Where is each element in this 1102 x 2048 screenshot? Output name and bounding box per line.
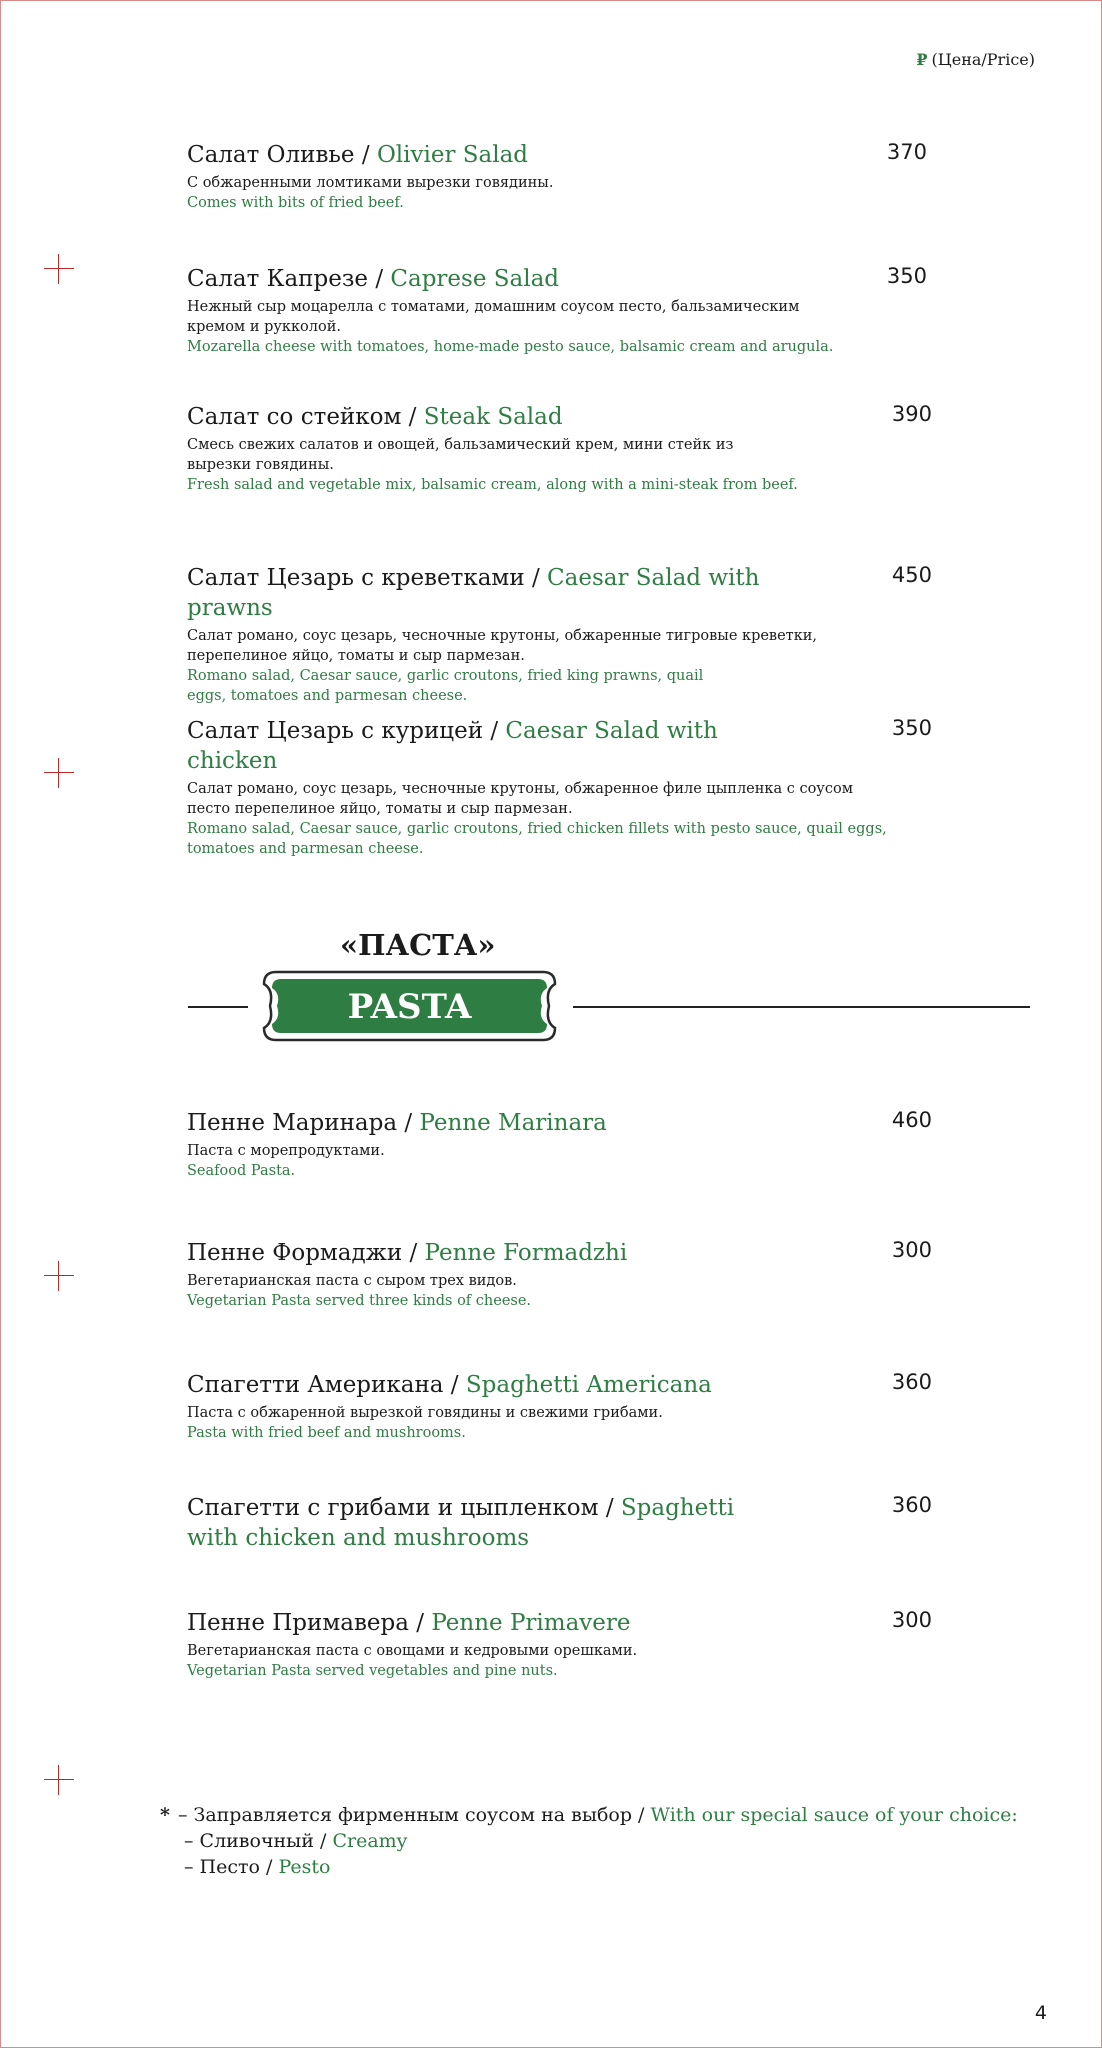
item-price: 300 <box>891 1238 932 1262</box>
footnote-line <box>160 1802 1018 1828</box>
menu-item-caesar-prawns <box>187 563 977 706</box>
item-name-en: Caprese Salad <box>390 266 560 292</box>
option-ru: – Сливочный / <box>184 1830 327 1852</box>
item-title: Салат Оливье / Olivier Salad <box>187 142 529 168</box>
item-title: Спагетти с грибами и цыпленком / Spaghetti with chicken and mushrooms <box>187 1495 735 1551</box>
menu-item-penne-marinara <box>187 1108 977 1181</box>
ruble-sign: ₽ <box>916 50 928 69</box>
item-name-ru: Спагетти с грибами и цыпленком <box>187 1495 599 1521</box>
item-name-ru: Салат Цезарь с курицей <box>187 718 484 744</box>
item-name-ru: Пенне Маринара <box>187 1110 398 1136</box>
item-desc-ru: Вегетарианская паста с овощами и кедровыми орешками. <box>187 1643 638 1659</box>
item-desc-ru: Нежный сыр моцарелла с томатами, домашним соусом песто, бальзамическим кремом и рукколой. <box>187 299 800 335</box>
menu-item-spaghetti-chicken-mushrooms <box>187 1493 977 1553</box>
item-price: 350 <box>891 716 932 740</box>
item-name-en: Steak Salad <box>423 404 563 430</box>
divider-right <box>573 1006 1030 1008</box>
item-desc-en: Vegetarian Pasta served vegetables and pine nuts. <box>187 1663 558 1679</box>
price-header <box>916 50 1035 69</box>
option-en: Creamy <box>332 1830 408 1852</box>
item-price: 390 <box>891 402 932 426</box>
item-name-ru: Салат Оливье <box>187 142 355 168</box>
sauce-footnote <box>160 1802 1018 1880</box>
menu-item-steak-salad <box>187 402 977 495</box>
option-en: Pesto <box>278 1856 331 1878</box>
crop-mark <box>44 1765 74 1795</box>
item-title: Пенне Примавера / Penne Primavere <box>187 1610 631 1636</box>
item-name-en: Caesar Salad with chicken <box>187 718 718 774</box>
item-desc-en: Fresh salad and vegetable mix, balsamic cream, along with a mini-steak from beef. <box>187 477 798 493</box>
menu-item-caprese <box>187 264 977 357</box>
item-title: Салат Капрезе / Caprese Salad <box>187 266 560 292</box>
page-number: 4 <box>1034 2002 1047 2024</box>
item-desc-en: Pasta with fried beef and mushrooms. <box>187 1425 466 1441</box>
item-price: 360 <box>891 1493 932 1517</box>
item-title: Салат Цезарь с креветками / Caesar Salad with prawns <box>187 565 760 621</box>
option-ru: – Песто / <box>184 1856 273 1878</box>
item-name-ru: Салат Капрезе <box>187 266 369 292</box>
item-desc-en: Romano salad, Caesar sauce, garlic croutons, fried king prawns, quail eggs, tomatoes and parmesan cheese. <box>187 668 704 704</box>
footnote-ru: – Заправляется фирменным соусом на выбор / <box>177 1804 645 1826</box>
item-price: 370 <box>886 140 927 164</box>
item-price: 360 <box>891 1370 932 1394</box>
item-title: Спагетти Американа / Spaghetti Americana <box>187 1372 712 1398</box>
item-name-en: Olivier Salad <box>376 142 529 168</box>
item-title: Пенне Формаджи / Penne Formadzhi <box>187 1240 628 1266</box>
divider-left <box>188 1006 248 1008</box>
item-title: Пенне Маринара / Penne Marinara <box>187 1110 607 1136</box>
sauce-option-creamy <box>160 1828 1018 1854</box>
menu-item-caesar-chicken <box>187 716 977 859</box>
item-name-ru: Пенне Формаджи <box>187 1240 403 1266</box>
menu-item-olivier <box>187 140 977 213</box>
item-desc-en: Seafood Pasta. <box>187 1163 296 1179</box>
pasta-badge <box>262 970 557 1042</box>
item-desc-ru: Салат романо, соус цезарь, чесночные крутоны, обжаренное филе цыпленка с соусом песто перепелиное яйцо, томаты и сыр пармезан. <box>187 781 853 817</box>
footnote-en: With our special sauce of your choice: <box>650 1804 1018 1826</box>
item-price: 460 <box>891 1108 932 1132</box>
item-name-ru: Салат со стейком <box>187 404 402 430</box>
item-name-ru: Пенне Примавера <box>187 1610 409 1636</box>
item-desc-en: Mozarella cheese with tomatoes, home-made pesto sauce, balsamic cream and arugula. <box>187 339 834 355</box>
item-name-en: Penne Marinara <box>419 1110 607 1136</box>
item-name-ru: Спагетти Американа <box>187 1372 444 1398</box>
footnote-star: * <box>160 1804 170 1826</box>
item-desc-en: Vegetarian Pasta served three kinds of cheese. <box>187 1293 532 1309</box>
item-name-en: Spaghetti with chicken and mushrooms <box>187 1495 735 1551</box>
sauce-option-pesto <box>160 1854 1018 1880</box>
item-desc-en: Romano salad, Caesar sauce, garlic croutons, fried chicken fillets with pesto sauce, quail eggs, tomatoes and parmesan cheese. <box>187 821 887 857</box>
item-desc-ru: Вегетарианская паста с сыром трех видов. <box>187 1273 517 1289</box>
section-title-ru: «ПАСТА» <box>340 928 496 962</box>
item-price: 350 <box>886 264 927 288</box>
menu-item-penne-primavera <box>187 1608 977 1681</box>
item-desc-ru: Паста с обжаренной вырезкой говядины и свежими грибами. <box>187 1405 663 1421</box>
price-header-label: (Цена/Price) <box>931 50 1035 69</box>
item-desc-en: Comes with bits of fried beef. <box>187 195 404 211</box>
item-price: 300 <box>891 1608 932 1632</box>
item-title: Салат Цезарь с курицей / Caesar Salad with chicken <box>187 718 718 774</box>
section-title-en: PASTA <box>347 987 472 1027</box>
item-name-en: Penne Primavere <box>431 1610 631 1636</box>
crop-mark <box>44 254 74 284</box>
item-name-ru: Салат Цезарь с креветками <box>187 565 525 591</box>
item-desc-ru: Паста с морепродуктами. <box>187 1143 385 1159</box>
item-name-en: Penne Formadzhi <box>424 1240 628 1266</box>
crop-mark <box>44 758 74 788</box>
item-desc-ru: С обжаренными ломтиками вырезки говядины. <box>187 175 554 191</box>
item-name-en: Caesar Salad with prawns <box>187 565 760 621</box>
item-price: 450 <box>891 563 932 587</box>
item-name-en: Spaghetti Americana <box>465 1372 712 1398</box>
item-desc-ru: Смесь свежих салатов и овощей, бальзамический крем, мини стейк из вырезки говядины. <box>187 437 734 473</box>
item-desc-ru: Салат романо, соус цезарь, чесночные крутоны, обжаренные тигровые креветки, перепелиное яйцо, томаты и сыр пармезан. <box>187 628 818 664</box>
item-title: Салат со стейком / Steak Salad <box>187 404 563 430</box>
menu-item-spaghetti-americana <box>187 1370 977 1443</box>
crop-mark <box>44 1261 74 1291</box>
menu-item-penne-formadzhi <box>187 1238 977 1311</box>
